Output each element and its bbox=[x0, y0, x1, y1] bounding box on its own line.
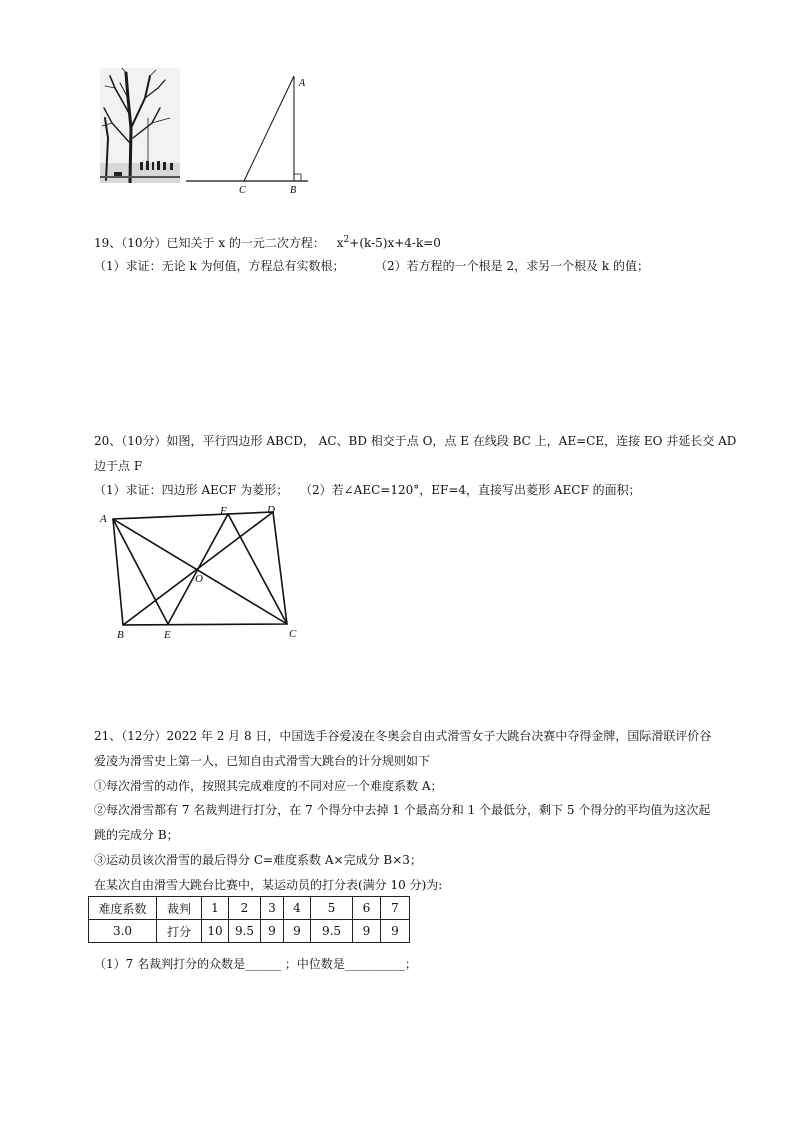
tree-photo bbox=[100, 68, 180, 183]
score-cell: 9.5 bbox=[229, 920, 261, 943]
header-judge: 裁判 bbox=[157, 897, 202, 920]
difficulty-value: 3.0 bbox=[89, 920, 157, 943]
q21-table-intro: 在某次自由滑雪大跳台比赛中，某运动员的打分表(满分 10 分)为: bbox=[94, 878, 443, 892]
q19-part1: （1）求证：无论 k 为何值，方程总有实数根； bbox=[94, 259, 345, 273]
q19-header-line bbox=[94, 232, 441, 251]
judge-number: 6 bbox=[353, 897, 381, 920]
score-cell: 10 bbox=[202, 920, 229, 943]
side-ac bbox=[244, 76, 294, 181]
label-a: A bbox=[100, 513, 107, 525]
right-triangle-figure bbox=[180, 70, 320, 195]
q20-line1: 20、（10分）如图，平行四边形 ABCD， AC、BD 相交于点 O，点 E 在线段 BC 上，AE=CE，连接 EO 并延长交 AD bbox=[94, 434, 737, 448]
q21-line1: 21、（12分）2022 年 2 月 8 日，中国选手谷爱凌在冬奥会自由式滑雪女子大跳台决赛中夺得金牌，国际滑联评价谷 bbox=[94, 729, 712, 743]
q20-part1: （1）求证：四边形 AECF 为菱形； bbox=[94, 483, 289, 497]
label-c: C bbox=[239, 185, 246, 195]
label-b: B bbox=[117, 629, 124, 641]
judge-number: 7 bbox=[381, 897, 410, 920]
label-f: F bbox=[220, 505, 227, 517]
label-e: E bbox=[164, 629, 171, 641]
judge-number: 4 bbox=[284, 897, 311, 920]
q19-header: 19、（10分）已知关于 x 的一元二次方程： bbox=[94, 236, 325, 250]
label-a: A bbox=[299, 78, 306, 89]
table-row bbox=[89, 897, 410, 920]
parallelogram-figure bbox=[95, 500, 310, 645]
segment-cf bbox=[228, 514, 287, 624]
score-cell: 9.5 bbox=[311, 920, 353, 943]
header-difficulty: 难度系数 bbox=[89, 897, 157, 920]
judge-number: 1 bbox=[202, 897, 229, 920]
label-c: C bbox=[289, 628, 297, 640]
score-table bbox=[88, 896, 410, 943]
header-score: 打分 bbox=[157, 920, 202, 943]
segment-ef bbox=[168, 514, 228, 624]
label-o: O bbox=[195, 573, 203, 585]
judge-number: 3 bbox=[261, 897, 284, 920]
q19-equation bbox=[337, 236, 441, 250]
q19-eq-exp: 2 bbox=[343, 235, 350, 245]
right-angle-mark bbox=[294, 174, 301, 181]
diagonal-ac bbox=[113, 519, 287, 624]
q20-part2: （2）若∠AEC=120°，EF=4，直接写出菱形 AECF 的面积； bbox=[300, 483, 641, 497]
q20-line2: 边于点 F bbox=[94, 459, 143, 473]
score-cell: 9 bbox=[284, 920, 311, 943]
judge-number: 2 bbox=[229, 897, 261, 920]
q21-part1: （1）7 名裁判打分的众数是______ ；中位数是__________； bbox=[94, 957, 417, 971]
score-cell: 9 bbox=[353, 920, 381, 943]
label-b: B bbox=[290, 185, 297, 195]
q19-part2: （2）若方程的一个根是 2，求另一个根及 k 的值； bbox=[375, 259, 649, 273]
q21-rule2a: ②每次滑雪都有 7 名裁判进行打分，在 7 个得分中去掉 1 个最高分和 1 个最低分，剩下 5 个得分的平均值为这次起 bbox=[94, 803, 711, 817]
label-d: D bbox=[267, 504, 275, 516]
table-row bbox=[89, 920, 410, 943]
q21-rule3: ③运动员该次滑雪的最后得分 C=难度系数 A×完成分 B×3； bbox=[94, 853, 422, 867]
judge-number: 5 bbox=[311, 897, 353, 920]
q21-rule1: ①每次滑雪的动作，按照其完成难度的不同对应一个难度系数 A； bbox=[94, 779, 443, 793]
q21-line2: 爱凌为滑雪史上第一人，已知自由式滑雪大跳台的计分规则如下 bbox=[94, 754, 431, 768]
score-cell: 9 bbox=[381, 920, 410, 943]
score-cell: 9 bbox=[261, 920, 284, 943]
q21-rule2b: 跳的完成分 B； bbox=[94, 828, 179, 842]
q19-eq-rest: +(k-5)x+4-k=0 bbox=[349, 236, 441, 250]
q19-eq-base: x bbox=[336, 236, 344, 250]
